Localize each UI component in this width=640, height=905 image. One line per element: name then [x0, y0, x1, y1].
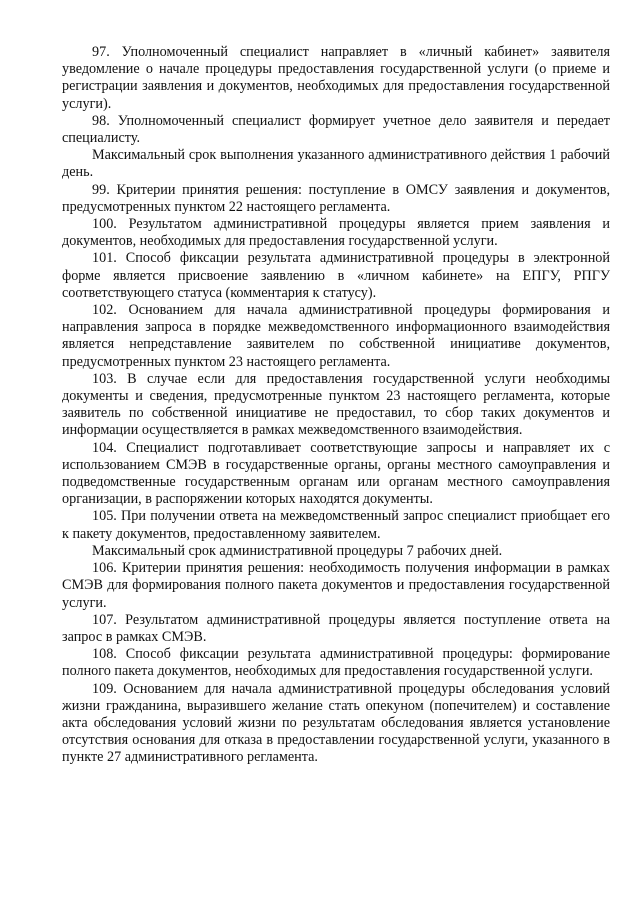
- paragraph-97: 97. Уполномоченный специалист направляет в «личный кабинет» заявителя уведомление о начале процедуры предоставления государственной услуги (о приеме и регистрации заявления и документов, необходимых для предоставления государственной услуги).: [62, 44, 610, 112]
- paragraph-101: 101. Способ фиксации результата административной процедуры в электронной форме является присвоение заявлению в «личном кабинете» на ЕПГУ, РПГУ соответствующего статуса (комментария к статусу).: [62, 250, 610, 301]
- paragraph-103: 103. В случае если для предоставления государственной услуги необходимы документы и сведения, предусмотренные пунктом 23 настоящего регламента, которые заявитель по собственной инициативе не предоставил, то сбор таких документов и информации осуществляется в рамках межведомственного взаимодействия.: [62, 370, 610, 439]
- paragraph-102: 102. Основанием для начала административной процедуры формирования и направления запроса в порядке межведомственного информационного взаимодействия является непредставление заявителем по собственной инициативе документов, предусмотренных пунктом 23 настоящего регламента.: [62, 302, 610, 370]
- paragraph-107: 107. Результатом административной процедуры является поступление ответа на запрос в рамках СМЭВ.: [62, 611, 610, 645]
- paragraph-100: 100. Результатом административной процедуры является прием заявления и документов, необходимых для предоставления государственной услуги.: [62, 216, 610, 250]
- paragraph-99: 99. Критерии принятия решения: поступление в ОМСУ заявления и документов, предусмотренных пунктом 22 настоящего регламента.: [62, 181, 610, 215]
- paragraph-98: 98. Уполномоченный специалист формирует учетное дело заявителя и передает специалисту.: [62, 112, 610, 147]
- paragraph-106: 106. Критерии принятия решения: необходимость получения информации в рамках СМЭВ для формирования полного пакета документов и предоставления государственной услуги.: [62, 560, 610, 611]
- paragraph-109: 109. Основанием для начала административной процедуры обследования условий жизни гражданина, выразившего желание стать опекуном (попечителем) и составление акта обследования условий жизни по результатам обследования является установление отсутствия основания для отказа в предоставлении государственной услуги, указанного в пункте 27 административного регламента.: [62, 680, 610, 766]
- document-body: [62, 44, 610, 767]
- paragraph-104: 104. Специалист подготавливает соответствующие запросы и направляет их с использованием СМЭВ в государственные органы, органы местного самоуправления и подведомственные государственным органам или органам местного самоуправления организации, в распоряжении которых находятся документы.: [62, 439, 610, 508]
- paragraph-deadline-7: Максимальный срок административной процедуры 7 рабочих дней.: [92, 542, 503, 559]
- paragraph-108: 108. Способ фиксации результата административной процедуры: формирование полного пакета документов, необходимых для предоставления государственной услуги.: [62, 646, 610, 680]
- paragraph-deadline-1: Максимальный срок выполнения указанного административного действия 1 рабочий день.: [62, 147, 610, 181]
- paragraph-105: 105. При получении ответа на межведомственный запрос специалист приобщает его к пакету документов, предоставленному заявителем.: [62, 508, 610, 542]
